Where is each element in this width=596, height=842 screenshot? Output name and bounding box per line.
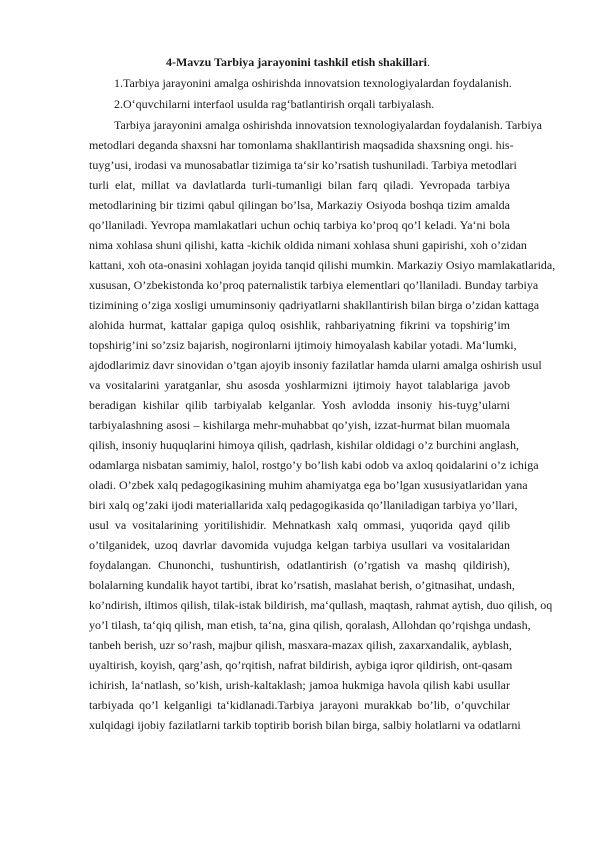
paragraph-line: metodlarining bir tizimi qabul qilingan bo’lsa, Markaziy Osiyoda boshqa tizim amalda — [89, 198, 510, 212]
paragraph-line: ichirish, la‘natlash, so’kish, urish-kaltaklash; jamoa hukmiga havola qilish kabi usullar — [89, 678, 510, 692]
paragraph-line: odamlarga nisbatan samimiy, halol, rostgo’y bo’lish kabi odob va axloq qoidalarini o’z ichiga — [89, 458, 539, 472]
paragraph-line: tuyg’usi, irodasi va munosabatlar tizimiga ta‘sir ko’rsatish tushuniladi. Tarbiya metodlari — [89, 158, 517, 172]
paragraph-line: alohida hurmat, kattalar gapiga quloq osishlik, rahbariyatning fikrini va topshirig’im — [89, 318, 510, 332]
topic-list-item-1: 1.Tarbiya jarayonini amalga oshirishda innovatsion texnologiyalardan foydalanish. — [114, 76, 512, 90]
paragraph-line: oladi. O’zbek xalq pedagogikasining muhim ahamiyatga ega bo’lgan xususiyatlaridan yana — [89, 478, 528, 492]
paragraph-line: o’tilganidek, uzoq davrlar davomida vujudga kelgan tarbiya usullari va vositalaridan — [89, 538, 510, 552]
paragraph-line: ajdodlarimiz davr sinovidan o’tgan ajoyib insoniy fazilatlar hamda ularni amalga oshirish usul — [89, 358, 542, 372]
paragraph-line: biri xalq og’zaki ijodi materiallarida xalq pedagogikasida qo’llaniladigan tarbiya yo’llari, — [89, 498, 518, 512]
paragraph-line: tarbiyalashning asosi – kishilarga mehr-muhabbat qo’yish, izzat-hurmat bilan muomala — [89, 418, 510, 432]
paragraph-line: tarbiyada qo’l kelganligi ta‘kidlanadi.Tarbiya jarayoni murakkab bo’lib, o’quvchilar — [89, 698, 510, 712]
title-period: . — [427, 55, 431, 69]
paragraph-line: metodlari deganda shaxsni har tomonlama shakllantirish maqsadida shaxsning ongi. his- — [89, 138, 514, 152]
document-title — [0, 53, 596, 71]
topic-list-item-2: 2.O‘quvchilarni interfaol usulda rag‘batlantirish orqali tarbiyalash. — [114, 97, 435, 111]
paragraph-line: qo’llaniladi. Yevropa mamlakatlari uchun ochiq tarbiya ko’proq qo’l keladi. Ya‘ni bola — [89, 218, 510, 232]
paragraph-line: tanbeh berish, uzr so’rash, majbur qilish, masxara-mazax qilish, zaxarxandalik, ayblash, — [89, 638, 512, 652]
paragraph-line: topshirig’ini so’zsiz bajarish, nogironlarni ijtimoiy himoyalash kabilar yotadi. Ma‘lumki, — [89, 338, 517, 352]
paragraph-line: ko’ndirish, iltimos qilish, tilak-istak bildirish, ma‘qullash, maqtash, rahmat aytish, duo qilish, oq — [89, 598, 553, 612]
paragraph-line: turli elat, millat va davlatlarda turli-tumanligi bilan farq qiladi. Yevropada tarbiya — [89, 178, 510, 192]
paragraph-line: yo’l tilash, ta‘qiq qilish, man etish, ta‘na, gina qilish, qoralash, Allohdan qo’rqishga undash, — [89, 618, 531, 632]
paragraph-line: uyaltirish, koyish, qarg’ash, qo’rqitish, nafrat bildirish, aybiga iqror qildirish, ont-qasam — [89, 658, 513, 672]
body-paragraph — [89, 115, 556, 735]
paragraph-line: Tarbiya jarayonini amalga oshirishda innovatsion texnologiyalardan foydalanish. Tarbiya — [114, 118, 542, 132]
paragraph-line: tizimining o’ziga xosligi umuminsoniy qadriyatlarni shakllantirish bilan birga o’zidan kattaga — [89, 298, 540, 312]
paragraph-line: kattani, xoh ota-onasini xohlagan joyida tanqid qilishi mumkin. Markaziy Osiyo mamlakatlarida, — [89, 258, 556, 272]
paragraph-line: xulqidagi ijobiy fazilatlarni tarkib toptirib borish bilan birga, salbiy holatlarni va odatlarni — [89, 718, 521, 732]
paragraph-line: bolalarning kundalik hayot tartibi, ibrat ko’rsatish, maslahat berish, o’gitnasihat, undash, — [89, 578, 515, 592]
title-text: 4-Mavzu Tarbiya jarayonini tashkil etish shakillari — [165, 55, 428, 69]
paragraph-line: qilish, insoniy huquqlarini himoya qilish, qadrlash, kishilar oldidagi o’z burchini anglash, — [89, 438, 519, 452]
paragraph-line: xususan, O’zbekistonda ko’proq paternalistik tarbiya elementlari qo’llaniladi. Bunday tarbiya — [89, 278, 539, 292]
paragraph-line: va vositalarini yaratganlar, shu asosda yoshlarmizni ijtimoiy hayot talablariga javob — [89, 378, 510, 392]
paragraph-line: foydalangan. Chunonchi, tushuntirish, odatlantirish (o’rgatish va mashq qildirish), — [89, 558, 510, 572]
paragraph-line: beradigan kishilar qilib tarbiyalab kelganlar. Yosh avlodda insoniy his-tuyg’ularni — [89, 398, 510, 412]
paragraph-line: usul va vositalarining yoritilishidir. Mehnatkash xalq ommasi, yuqorida qayd qilib — [89, 518, 510, 532]
paragraph-line: nima xohlasa shuni qilishi, katta -kichik oldida nimani xohlasa shuni gapirishi, xoh o’zidan — [89, 238, 527, 252]
